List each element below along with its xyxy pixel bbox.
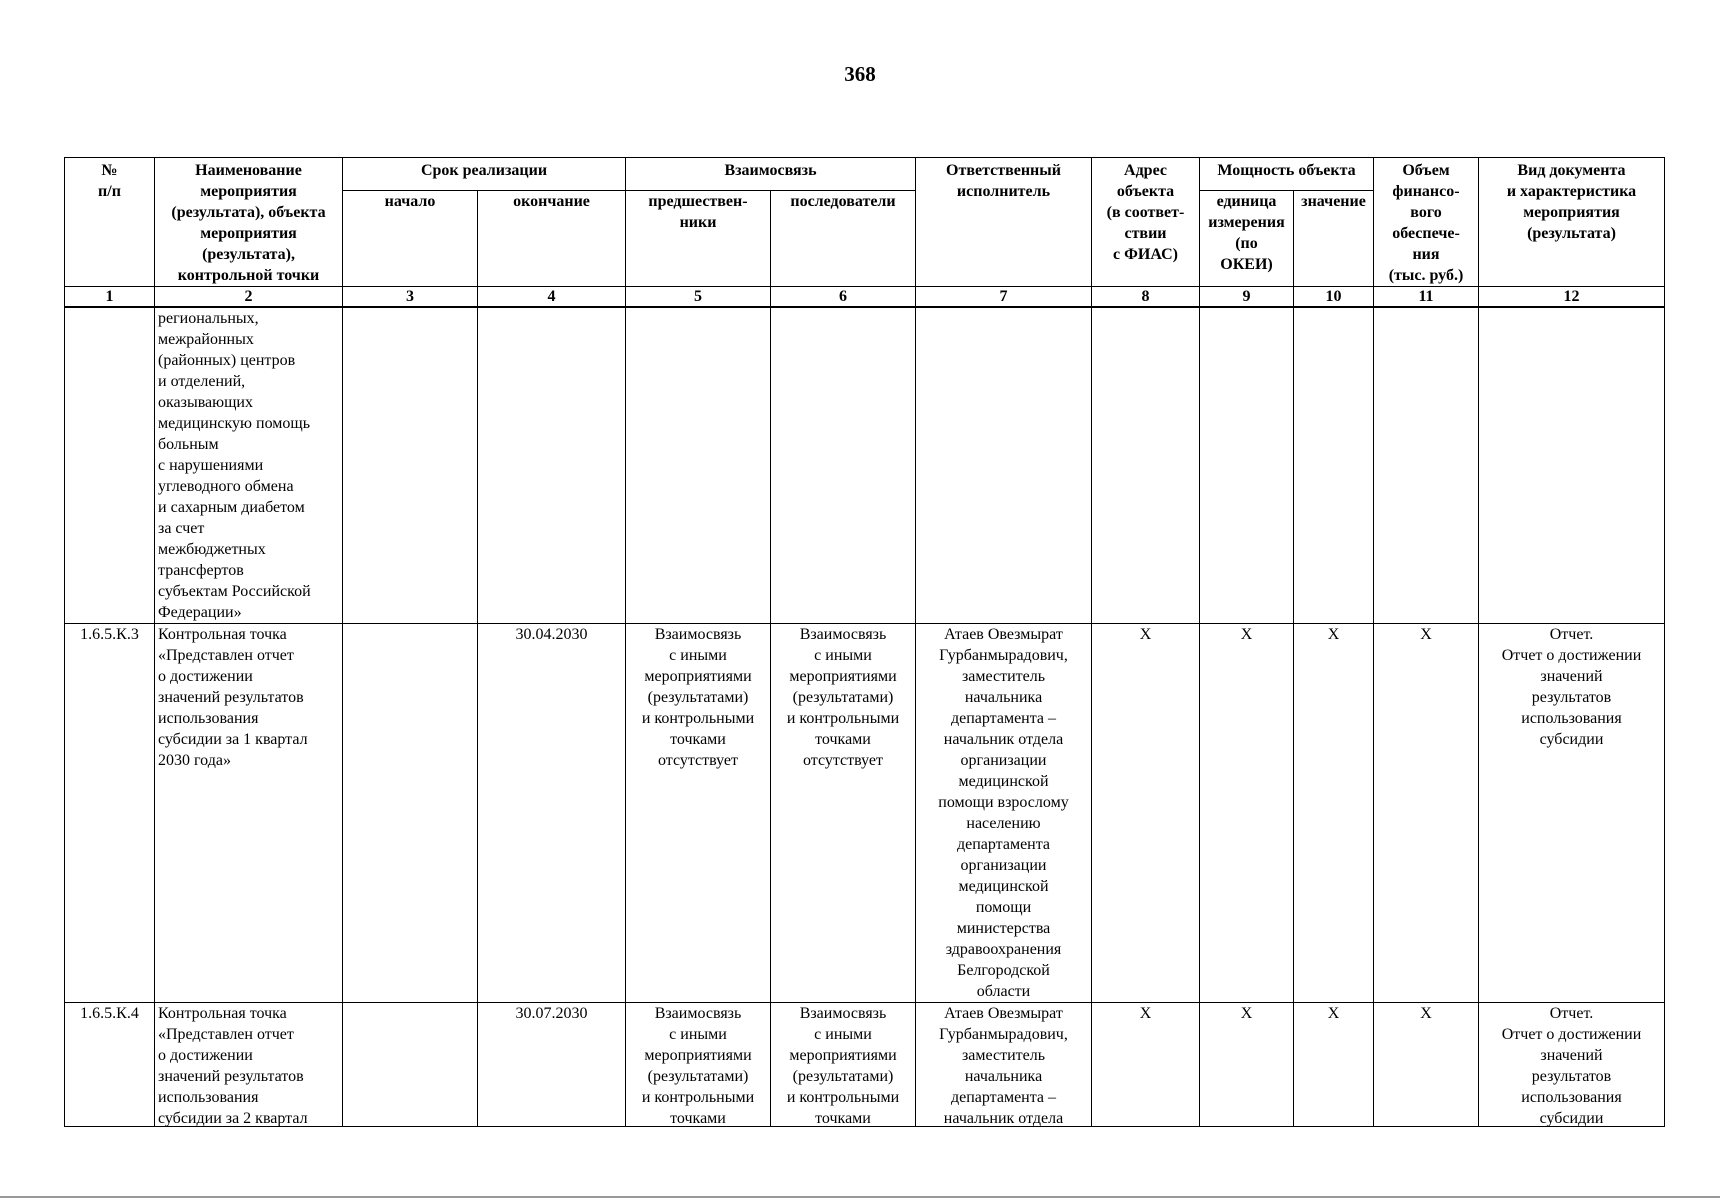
empty-cell (343, 307, 478, 624)
empty-cell (1092, 307, 1200, 624)
column-number: 1 (65, 287, 155, 308)
header-row (65, 158, 1665, 191)
row-unit: Х (1200, 1003, 1294, 1127)
column-number: 4 (478, 287, 626, 308)
column-number: 3 (343, 287, 478, 308)
empty-cell (1374, 307, 1479, 624)
empty-cell (916, 307, 1092, 624)
empty-cell (626, 307, 771, 624)
row-name: Контрольная точка «Представлен отчет о достижении значений результатов использования субсидии за 1 квартал 2030 года» (155, 624, 343, 1003)
row-address: Х (1092, 1003, 1200, 1127)
page-number: 368 (844, 62, 876, 86)
row-responsible: Атаев Овезмырат Гурбанмырадович, заместитель начальника департамента – начальник отдела организации медицинской помощи взрослому населению департамента организации медицинской помощи министерства здравоохранения Белгородской области (916, 624, 1092, 1003)
row-end: 30.07.2030 (478, 1003, 626, 1127)
row-end: 30.04.2030 (478, 624, 626, 1003)
scan-edge-divider (0, 1196, 1720, 1198)
header-link: Взаимосвязь (626, 158, 916, 191)
header-predecessors: предшествен- ники (626, 191, 771, 287)
column-number: 11 (1374, 287, 1479, 308)
row-document: Отчет. Отчет о достижении значений результатов использования субсидии (1479, 624, 1665, 1003)
row-unit: Х (1200, 624, 1294, 1003)
header-value: значение (1294, 191, 1374, 287)
header-period: Срок реализации (343, 158, 626, 191)
header-capacity: Мощность объекта (1200, 158, 1374, 191)
row-start (343, 624, 478, 1003)
row-value: Х (1294, 624, 1374, 1003)
header-address: Адрес объекта (в соответ- ствии с ФИАС) (1092, 158, 1200, 287)
row-number (65, 307, 155, 624)
row-number: 1.6.5.К.4 (65, 1003, 155, 1127)
row-value: Х (1294, 1003, 1374, 1127)
column-number: 6 (771, 287, 916, 308)
row-address: Х (1092, 624, 1200, 1003)
header-doc: Вид документа и характеристика мероприятия (результата) (1479, 158, 1665, 287)
header-finance: Объем финансо- вого обеспече- ния (тыс. руб.) (1374, 158, 1479, 287)
column-number: 7 (916, 287, 1092, 308)
header-no: № п/п (65, 158, 155, 287)
empty-cell (1200, 307, 1294, 624)
header-end: окончание (478, 191, 626, 287)
row-document: Отчет. Отчет о достижении значений результатов использования субсидии (1501, 1005, 1642, 1126)
row-responsible: Атаев Овезмырат Гурбанмырадович, заместитель начальника департамента – начальник отдела (939, 1005, 1068, 1126)
row-number: 1.6.5.К.3 (65, 624, 155, 1003)
column-number: 9 (1200, 287, 1294, 308)
activity-plan-table (64, 157, 1665, 1127)
empty-cell (478, 307, 626, 624)
header-successors: последователи (771, 191, 916, 287)
table-row (65, 624, 1665, 1003)
row-name: Контрольная точка «Представлен отчет о достижении значений результатов использования субсидии за 2 квартал (158, 1005, 308, 1126)
row-start (343, 1003, 478, 1127)
row-predecessors: Взаимосвязь с иными мероприятиями (результатами) и контрольными точками отсутствует (626, 624, 771, 1003)
row-successors: Взаимосвязь с иными мероприятиями (результатами) и контрольными точками отсутствует (771, 624, 916, 1003)
header-name: Наименование мероприятия (результата), объекта мероприятия (результата), контрольной точки (155, 158, 343, 287)
header-responsible: Ответственный исполнитель (916, 158, 1092, 287)
empty-cell (1479, 307, 1665, 624)
column-number: 8 (1092, 287, 1200, 308)
empty-cell (1294, 307, 1374, 624)
column-numbers-row (65, 287, 1665, 308)
row-name: региональных, межрайонных (районных) центров и отделений, оказывающих медицинскую помощь больным с нарушениями углеводного обмена и сахарным диабетом за счет межбюджетных трансфертов субъектам Российской Федерации» (155, 307, 343, 624)
row-finance: Х (1374, 624, 1479, 1003)
empty-cell (771, 307, 916, 624)
table-row (65, 1003, 1665, 1127)
row-finance: Х (1374, 1003, 1479, 1127)
row-successors: Взаимосвязь с иными мероприятиями (результатами) и контрольными точками (786, 1005, 900, 1126)
table-row (65, 307, 1665, 624)
column-number: 10 (1294, 287, 1374, 308)
row-predecessors: Взаимосвязь с иными мероприятиями (результатами) и контрольными точками (641, 1005, 755, 1126)
column-number: 2 (155, 287, 343, 308)
header-unit: единица измерения (по ОКЕИ) (1200, 191, 1294, 287)
header-start: начало (343, 191, 478, 287)
column-number: 12 (1479, 287, 1665, 308)
column-number: 5 (626, 287, 771, 308)
